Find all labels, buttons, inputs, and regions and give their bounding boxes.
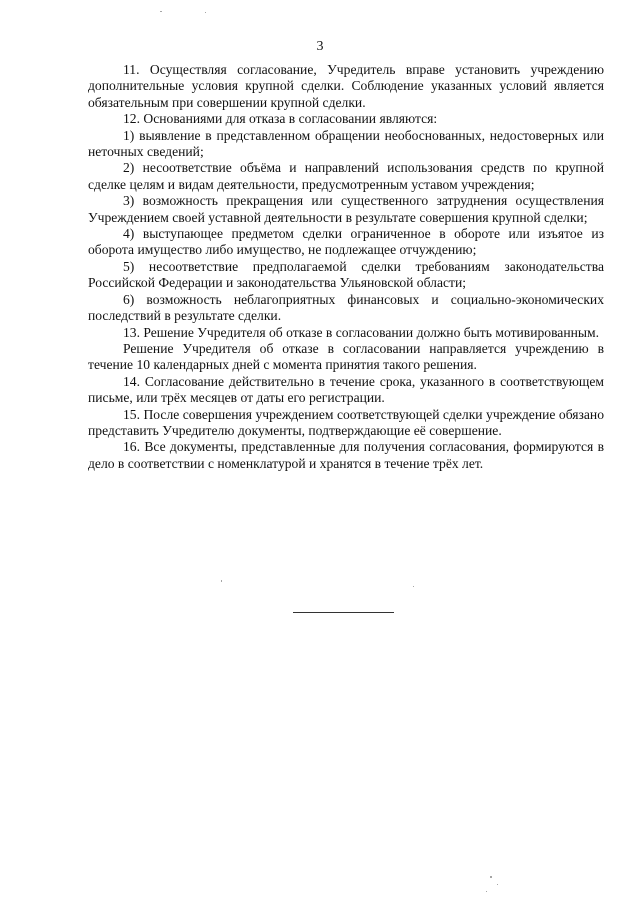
scan-speck [490, 876, 492, 878]
list-item-5: 5) несоответствие предполагаемой сделки требованиям законодательства Российской Федерации и законодательства Ульяновской области; [88, 258, 604, 291]
paragraph-13-continuation: Решение Учредителя об отказе в согласовании направляется учреждению в течение 10 календарных дней с момента принятия такого решения. [88, 340, 604, 373]
paragraph-16: 16. Все документы, представленные для получения согласования, формируются в дело в соответствии с номенклатурой и хранятся в течение трёх лет. [88, 439, 604, 471]
page-number: 3 [316, 39, 324, 54]
list-item-1: 1) выявление в представленном обращении необоснованных, недостоверных или неточных сведений; [88, 127, 604, 160]
list-item-4: 4) выступающее предметом сделки ограниченное в обороте или изъятое из оборота имущество либо имущество, не подлежащее отчуждению; [88, 226, 604, 258]
scan-speck [413, 586, 414, 587]
paragraph-13: 13. Решение Учредителя об отказе в согласовании должно быть мотивированным. [123, 324, 600, 340]
paragraph-12: 12. Основаниями для отказа в согласовании являются: [123, 111, 438, 127]
scan-speck [221, 580, 222, 582]
scan-speck [205, 12, 206, 13]
paragraph-11: 11. Осуществляя согласование, Учредитель вправе установить учреждению дополнительные условия крупной сделки. Соблюдение указанных условий является обязательным при совершении крупной сделки. [88, 62, 604, 110]
paragraph-14: 14. Согласование действительно в течение срока, указанного в соответствующем письме, или трёх месяцев от даты его регистрации. [88, 373, 604, 406]
scan-speck [497, 884, 498, 885]
document-body [88, 62, 604, 472]
scan-speck [486, 891, 487, 892]
list-item-6: 6) возможность неблагоприятных финансовых и социально-экономических последствий в результате сделки. [88, 291, 604, 324]
paragraph-15: 15. После совершения учреждением соответствующей сделки учреждение обязано представить Учредителю документы, подтверждающие её совершение. [88, 406, 604, 438]
list-item-3: 3) возможность прекращения или существенного затруднения осуществления Учреждением своей уставной деятельности в результате совершения крупной сделки; [88, 193, 604, 225]
end-divider-line [293, 612, 394, 613]
scan-speck [160, 11, 162, 12]
list-item-2: 2) несоответствие объёма и направлений использования средств по крупной сделке целям и видам деятельности, предусмотренным уставом учреждения; [88, 160, 604, 192]
